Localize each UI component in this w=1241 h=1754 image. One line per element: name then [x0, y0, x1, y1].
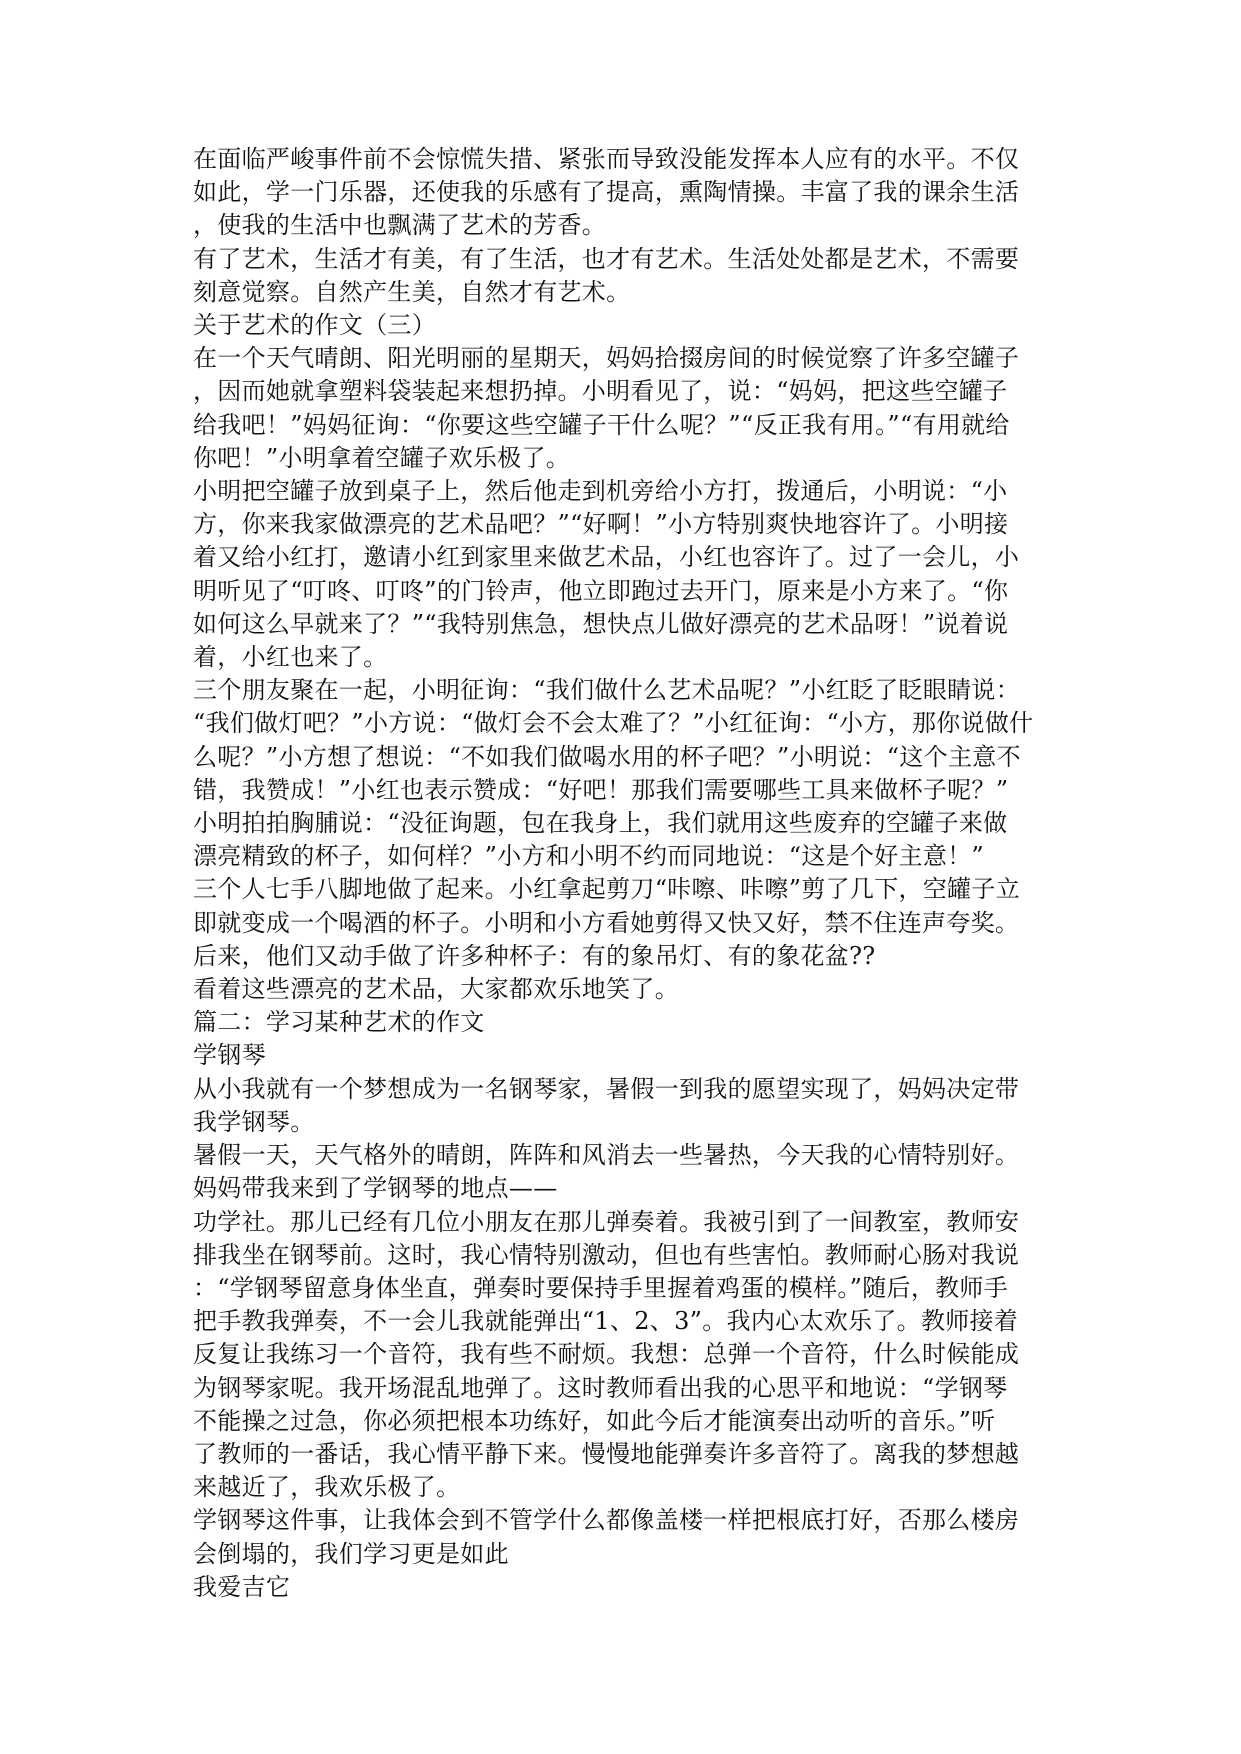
text-line: 在面临严峻事件前不会惊慌失措、紧张而导致没能发挥本人应有的水平。不仅 — [193, 145, 1020, 173]
text-line: 看着这些漂亮的艺术品，大家都欢乐地笑了。 — [193, 975, 679, 1004]
text-line: 暑假一天，天气格外的晴朗，阵阵和风消去一些暑热，今天我的心情特别好。 — [193, 1141, 1020, 1170]
text-line: 漂亮精致的杯子，如何样？”小方和小明不约而同地说：“这是个好主意！” — [193, 842, 985, 871]
text-line: 篇二：学习某种艺术的作文 — [193, 1008, 485, 1037]
text-line: 我学钢琴。 — [193, 1107, 315, 1136]
text-line: 会倒塌的，我们学习更是如此 — [193, 1539, 509, 1568]
text-line: 功学社。那儿已经有几位小朋友在那儿弹奏着。我被引到了一间教室，教师安 — [193, 1207, 1020, 1236]
text-line: 来越近了，我欢乐极了。 — [193, 1473, 461, 1502]
text-line: 给我吧！”妈妈征询：“你要这些空罐子干什么呢？”“反正我有用。”“有用就给 — [193, 410, 1010, 439]
text-line: 排我坐在钢琴前。这时，我心情特别激动，但也有些害怕。教师耐心肠对我说 — [193, 1240, 1020, 1269]
text-line: 反复让我练习一个音符，我有些不耐烦。我想：总弹一个音符，什么时候能成 — [193, 1340, 1020, 1369]
text-line: 么呢？”小方想了想说：“不如我们做喝水用的杯子吧？”小明说：“这个主意不 — [193, 742, 1021, 771]
text-line: 从小我就有一个梦想成为一名钢琴家，暑假一到我的愿望实现了，妈妈决定带 — [193, 1074, 1020, 1103]
text-line: 小明把空罐子放到桌子上，然后他走到机旁给小方打，拨通后，小明说：“小 — [193, 477, 1008, 506]
text-line: 方，你来我家做漂亮的艺术品吧？”“好啊！”小方特别爽快地容许了。小明接 — [193, 510, 1009, 539]
text-line: 如此，学一门乐器，还使我的乐感有了提高，熏陶情操。丰富了我的课余生活 — [193, 178, 1020, 207]
document-body — [193, 143, 1063, 1604]
text-line: 即就变成一个喝酒的杯子。小明和小方看她剪得又快又好，禁不住连声夸奖。 — [193, 908, 1020, 937]
text-line: ，因而她就拿塑料袋装起来想扔掉。小明看见了，说：“妈妈，把这些空罐子 — [193, 377, 1008, 406]
text-line: 有了艺术，生活才有美，有了生活，也才有艺术。生活处处都是艺术，不需要 — [193, 244, 1020, 273]
text-line: 了教师的一番话，我心情平静下来。慢慢地能弹奏许多音符了。离我的梦想越 — [193, 1439, 1020, 1468]
text-line: 妈妈带我来到了学钢琴的地点—— — [193, 1174, 558, 1203]
text-line: 学钢琴这件事，让我体会到不管学什么都像盖楼一样把根底打好，否那么楼房 — [193, 1506, 1020, 1535]
text-line: 在一个天气晴朗、阳光明丽的星期天，妈妈拾掇房间的时候觉察了许多空罐子 — [193, 344, 1020, 373]
text-line: 学钢琴 — [193, 1041, 266, 1070]
text-line: 不能操之过急，你必须把根本功练好，如此今后才能演奏出动听的音乐。”听 — [193, 1406, 996, 1435]
text-line: ，使我的生活中也飘满了艺术的芳香。 — [193, 211, 607, 240]
text-line: 三个朋友聚在一起，小明征询：“我们做什么艺术品呢？”小红眨了眨眼睛说： — [193, 676, 1021, 705]
text-line: ：“学钢琴留意身体坐直，弹奏时要保持手里握着鸡蛋的模样。”随后，教师手 — [193, 1273, 1009, 1302]
text-line: 三个人七手八脚地做了起来。小红拿起剪刀“咔嚓、咔嚓”剪了几下，空罐子立 — [193, 875, 1021, 904]
text-line: 如何这么早就来了？”“我特别焦急，想快点儿做好漂亮的艺术品呀！”说着说 — [193, 609, 1009, 638]
text-line: “我们做灯吧？”小方说：“做灯会不会太难了？”小红征询：“小方，那你说做什 — [193, 709, 1034, 738]
text-line: 着又给小红打，邀请小红到家里来做艺术品，小红也容许了。过了一会儿，小 — [193, 543, 1020, 572]
text-line: 错，我赞成！”小红也表示赞成：“好吧！那我们需要哪些工具来做杯子呢？” — [193, 775, 1009, 804]
text-line: 后来，他们又动手做了许多种杯子：有的象吊灯、有的象花盆?? — [193, 941, 876, 970]
text-line: 明听见了“叮咚、叮咚”的门铃声，他立即跑过去开门，原来是小方来了。“你 — [193, 576, 1009, 605]
text-line: 小明拍拍胸脯说：“没征询题，包在我身上，我们就用这些废弃的空罐子来做 — [193, 809, 1008, 838]
text-line: 把手教我弹奏，不一会儿我就能弹出“1、2、3”。我内心太欢乐了。教师接着 — [193, 1307, 1019, 1336]
text-line: 关于艺术的作文（三） — [193, 311, 436, 340]
text-line: 你吧！”小明拿着空罐子欢乐极了。 — [193, 443, 571, 472]
text-line: 刻意觉察。自然产生美，自然才有艺术。 — [193, 277, 631, 306]
text-line: 着，小红也来了。 — [193, 643, 388, 672]
text-line: 为钢琴家呢。我开场混乱地弹了。这时教师看出我的心思平和地说：“学钢琴 — [193, 1373, 1008, 1402]
text-line: 我爱吉它 — [193, 1572, 291, 1601]
